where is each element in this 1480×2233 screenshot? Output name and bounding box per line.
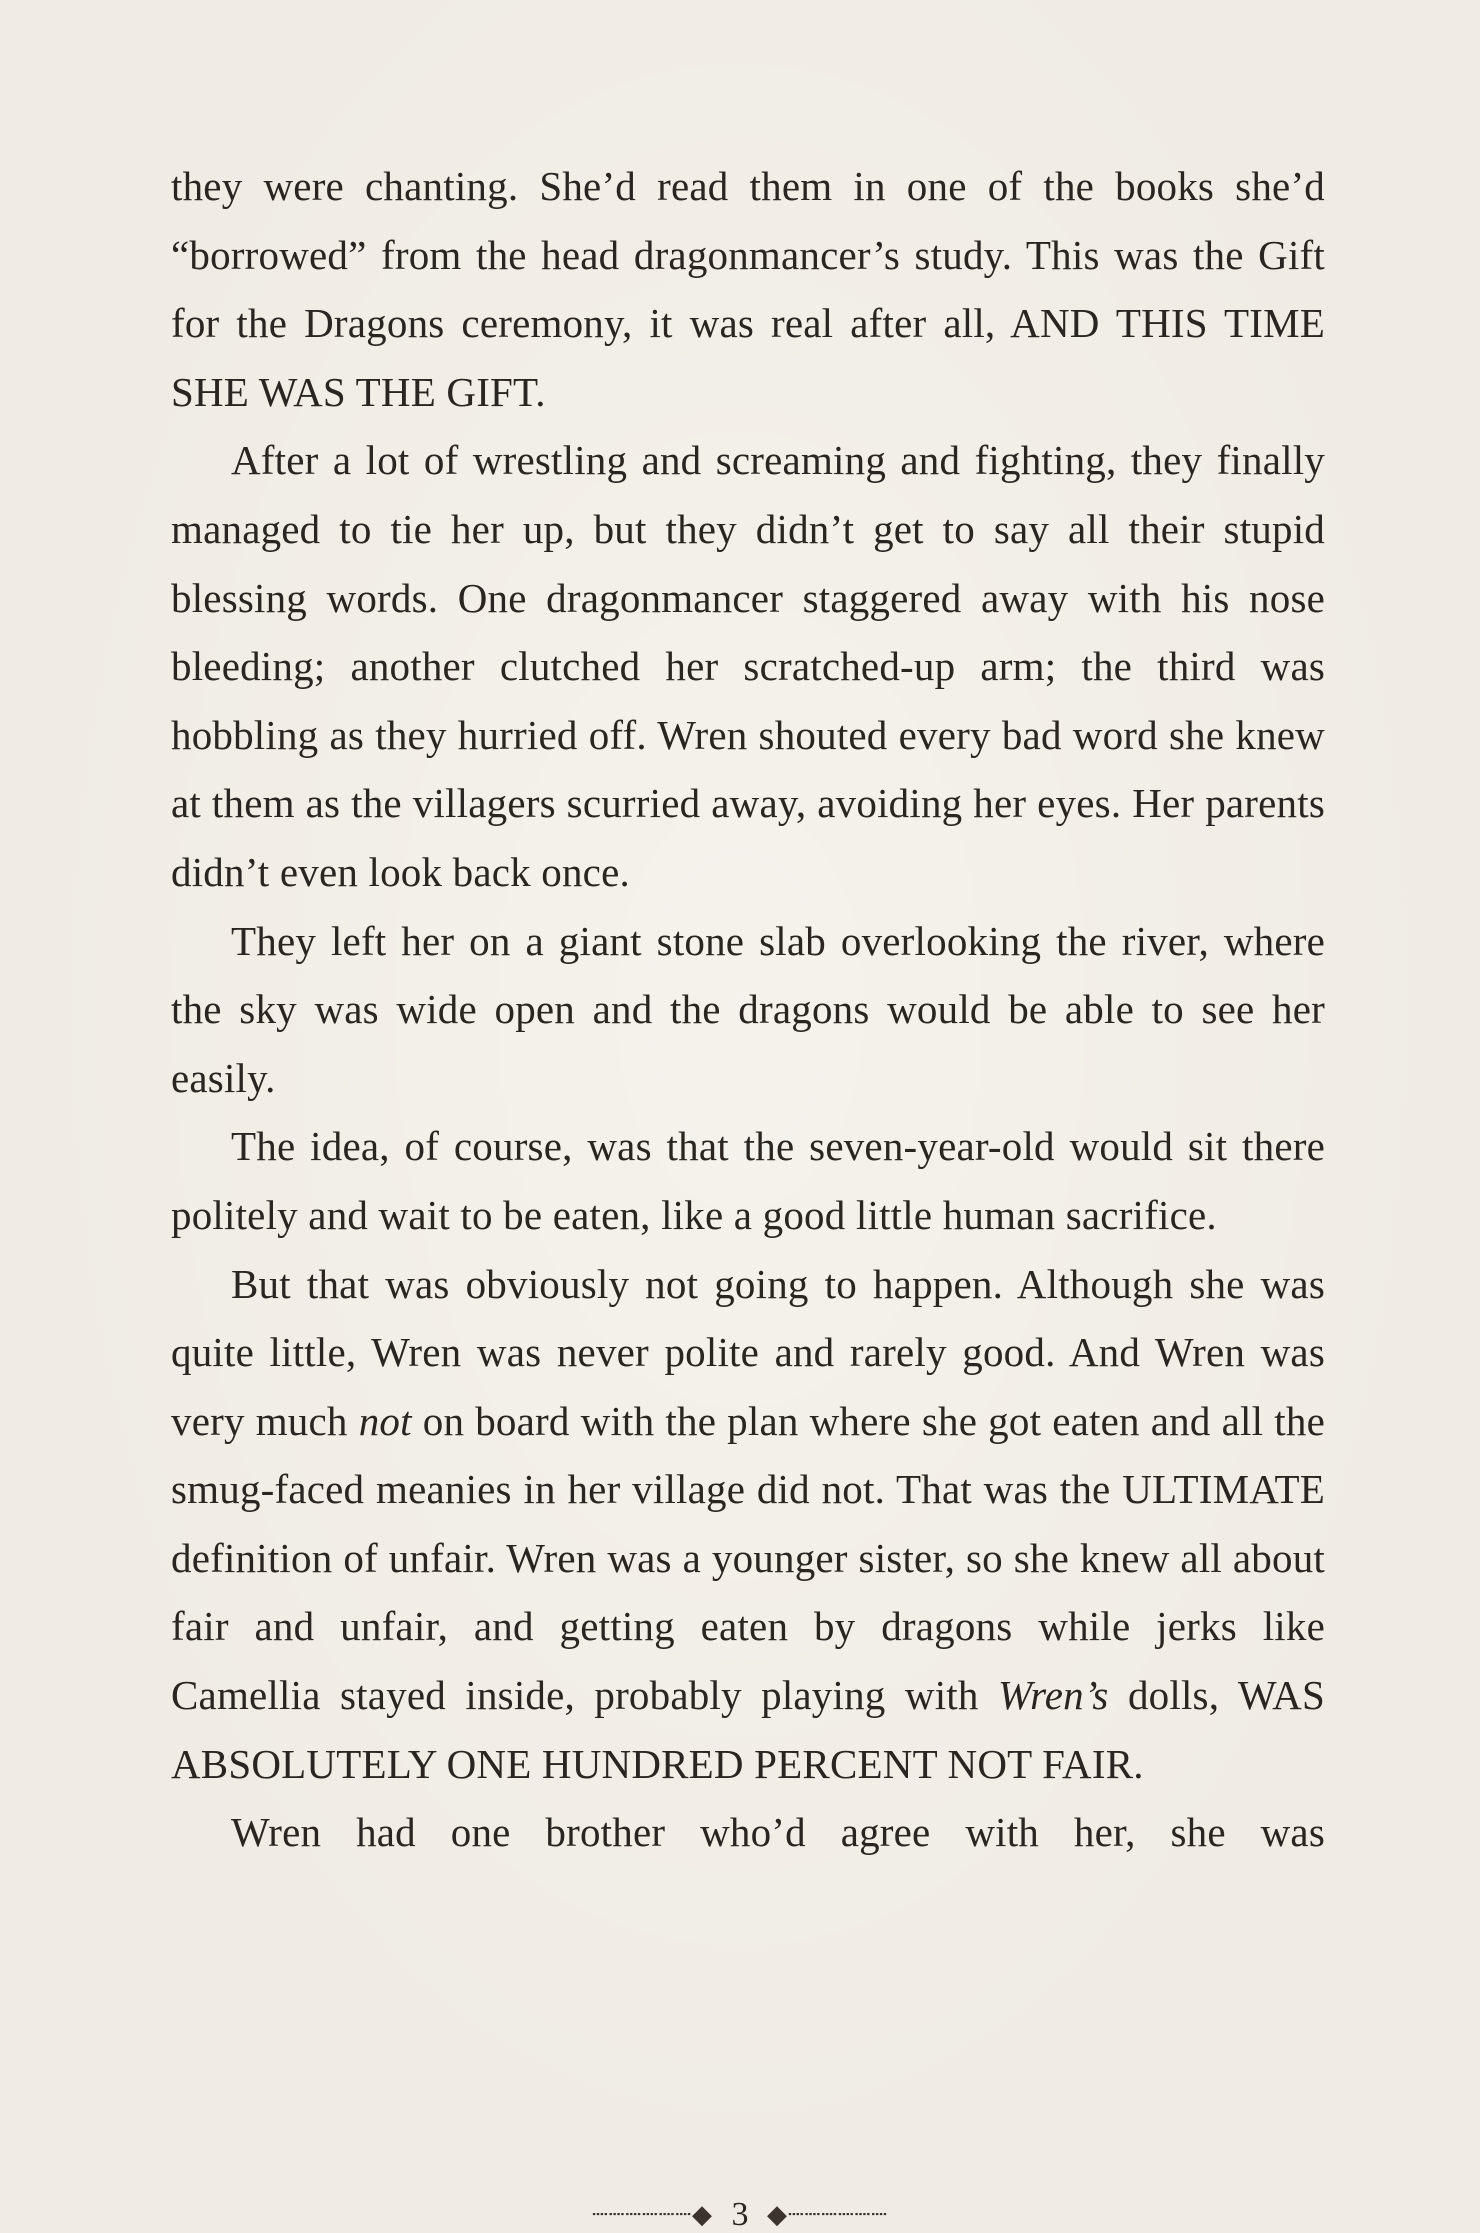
paragraph-text: Wren had one brother who’d agree with her, she was xyxy=(231,1809,1325,1856)
paragraph xyxy=(171,1798,1325,1867)
paragraph xyxy=(171,1250,1325,1799)
page-number: 3 xyxy=(731,2196,749,2233)
page-footer xyxy=(0,2196,1480,2232)
paragraph xyxy=(171,907,1325,1113)
right-ornament: ◆┈┈┈┈┈┈ xyxy=(767,2200,888,2230)
paragraph-text: After a lot of wrestling and screaming and fighting, they finally managed to tie her up, but they didn’t get to say all their stupid blessing words. One dragonmancer staggered away with his nose bleeding; another clutched her scratched-up arm; the third was hobbling as they hurried off. Wren shouted every bad word she knew at them as the villagers scurried away, avoiding her eyes. Her parents didn’t even look back once. xyxy=(171,437,1325,895)
paragraph-text: they were chanting. She’d read them in one of the books she’d “borrowed” from the head dragonmancer’s study. This was the Gift for the Dragons ceremony, it was real after all, AND THIS TIME SHE WAS THE GIFT. xyxy=(171,163,1325,415)
paragraph-text: The idea, of course, was that the seven-year-old would sit there politely and wait to be eaten, like a good little human sacrifice. xyxy=(171,1123,1325,1238)
left-ornament: ┈┈┈┈┈┈◆ xyxy=(592,2200,713,2230)
body-text xyxy=(171,152,1325,1867)
paragraph-text: dolls, WAS ABSOLUTELY ONE HUNDRED PERCENT NOT FAIR. xyxy=(171,1672,1325,1787)
paragraph-text: They left her on a giant stone slab overlooking the river, where the sky was wide open and the dragons would be able to see her easily. xyxy=(171,917,1325,1101)
italic-text: Wren’s xyxy=(998,1672,1109,1719)
paragraph-text: But that was obviously not going to happen. Although she was quite little, Wren was never polite and rarely good. And Wren was very much xyxy=(171,1260,1325,1444)
italic-text: not xyxy=(358,1397,412,1444)
paragraph xyxy=(171,426,1325,906)
paragraph xyxy=(171,152,1325,426)
paragraph-text: on board with the plan where she got eaten and all the smug-faced meanies in her village did not. That was the ULTIMATE definition of unfair. Wren was a younger sister, so she knew all about fair and unfair, and getting eaten by dragons while jerks like Camellia stayed inside, probably playing with xyxy=(171,1397,1325,1719)
paragraph xyxy=(171,1112,1325,1249)
